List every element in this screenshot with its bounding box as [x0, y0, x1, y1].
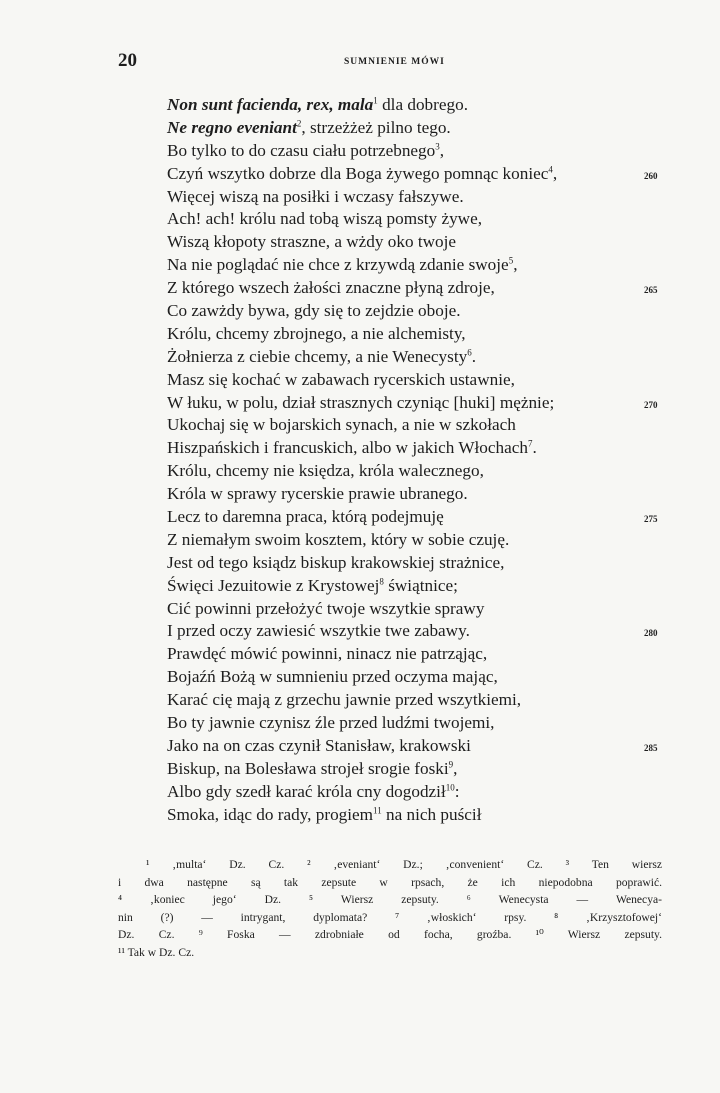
- verse-text: Żołnierza z ciebie chcemy, a nie Wenecysty: [167, 346, 468, 366]
- verse-line: [167, 460, 677, 483]
- verse-line: [167, 575, 677, 598]
- verse-text: Lecz to daremna praca, którą podejmuję: [167, 507, 444, 527]
- verse-text-tail: .: [532, 438, 537, 458]
- verse-line: [167, 300, 677, 323]
- verse-text: I przed oczy zawiesić wszytkie twe zabawy.: [167, 621, 470, 641]
- verse-line: [167, 735, 677, 758]
- verse-text: Jako na on czas czynił Stanisław, krakowski: [167, 735, 471, 755]
- verse-text: Bo tylko to do czasu ciału potrzebnego: [167, 140, 436, 160]
- verse-block: [167, 94, 677, 827]
- verse-text: , strzeżżeż pilno tego.: [301, 117, 451, 137]
- latin-phrase: Ne regno eveniant: [167, 117, 297, 137]
- verse-text: Z którego wszech żałości znaczne płyną zdroje,: [167, 278, 495, 298]
- verse-line: [167, 643, 677, 666]
- footnote-ref: 9: [448, 759, 454, 770]
- footnote-ref: 10: [445, 781, 455, 792]
- verse-text: Ach! ach! królu nad tobą wiszą pomsty żywe,: [167, 209, 483, 229]
- verse-text: Ukochaj się w bojarskich synach, a nie w szkołach: [167, 415, 516, 435]
- running-title: SUMNIENIE MÓWI: [344, 57, 445, 67]
- verse-text: Królu, chcemy zbrojnego, a nie alchemisty,: [167, 323, 466, 343]
- latin-phrase: Non sunt facienda, rex, mala: [167, 95, 374, 114]
- verse-line: [167, 254, 677, 277]
- line-number: 285: [644, 742, 658, 753]
- verse-text: Prawdęć mówić powinni, ninacz nie patrząjąc,: [167, 644, 488, 664]
- verse-line: [167, 369, 677, 392]
- verse-line: [167, 712, 677, 735]
- line-number: 275: [644, 514, 658, 525]
- verse-line: [167, 689, 677, 712]
- footnote-line: nin (?) — intrygant, dyplomata? ⁷ ‚włoskich‘ rpsy. ⁸ ‚Krzysztofowej‘: [118, 910, 662, 924]
- verse-text: Co zawżdy bywa, gdy się to zejdzie oboje.: [167, 301, 461, 321]
- verse-text: Smoka, idąc do rady, progiem: [167, 804, 374, 824]
- verse-line: [167, 437, 677, 460]
- verse-text: Hiszpańskich i francuskich, albo w jakich Włochach: [167, 438, 528, 458]
- verse-text-tail: .: [471, 346, 476, 366]
- verse-line: [167, 598, 677, 621]
- line-number: 280: [644, 628, 658, 639]
- footnote-line: ⁴ ‚koniec jego‘ Dz. ⁵ Wiersz zepsuty. ⁶ Wenecysta — Wenecya-: [118, 893, 662, 906]
- verse-text: Święci Jezuitowie z Krystowej: [167, 575, 380, 595]
- verse-line: [167, 804, 677, 827]
- verse-line: [167, 346, 677, 369]
- verse-text: Z niemałym swoim kosztem, który w sobie czuję.: [167, 529, 510, 549]
- verse-line: [167, 414, 677, 437]
- verse-text: dla dobrego.: [377, 95, 468, 114]
- page-number: 20: [118, 50, 137, 71]
- footnote-ref: 5: [508, 255, 514, 266]
- footnote-ref: 7: [527, 438, 533, 449]
- verse-text-tail: ,: [552, 163, 558, 183]
- verse-text: Masz się kochać w zabawach rycerskich ustawnie,: [167, 369, 515, 389]
- verse-text: Bojaźń Bożą w sumnieniu przed oczyma mając,: [167, 667, 498, 687]
- footnote-line: i dwa następne są tak zepsute w rpsach, że ich niepodobna poprawić.: [118, 875, 662, 889]
- verse-line: [167, 666, 677, 689]
- verse-line: [167, 758, 677, 781]
- verse-text: Królu, chcemy nie księdza, króla walecznego,: [167, 461, 484, 481]
- verse-line: [167, 231, 677, 254]
- footnote-ref: 8: [379, 575, 384, 586]
- verse-text: Więcej wiszą na posiłki i wczasy fałszywe.: [167, 186, 464, 206]
- verse-text: Bo ty jawnie czynisz źle przed ludźmi twojemi,: [167, 713, 495, 733]
- verse-line: [167, 140, 677, 163]
- verse-line: [167, 323, 677, 346]
- verse-line: [167, 117, 677, 140]
- verse-line: [167, 94, 677, 117]
- verse-text-tail: ,: [513, 255, 518, 275]
- verse-line: [167, 529, 677, 552]
- verse-line: [167, 163, 677, 186]
- verse-text: Na nie poglądać nie chce z krzywdą zdanie swoje: [167, 255, 509, 275]
- verse-line: [167, 620, 677, 643]
- verse-text: Jest od tego ksiądz biskup krakowskiej strażnice,: [167, 552, 505, 572]
- verse-text-tail: na nich puścił: [381, 804, 482, 824]
- footnote-line: ¹ ‚multa‘ Dz. Cz. ² ‚eveniant‘ Dz.; ‚convenient‘ Cz. ³ Ten wiersz: [146, 858, 662, 871]
- footnote-ref: 11: [373, 804, 382, 815]
- footnote-ref: 1: [373, 95, 378, 106]
- verse-text: Czyń wszytko dobrze dla Boga żywego pomnąc koniec: [167, 163, 549, 183]
- line-number: 260: [644, 170, 658, 181]
- verse-text: Cić powinni przełożyć twoje wszytkie sprawy: [167, 598, 485, 618]
- footnotes: [118, 856, 662, 961]
- line-number: 265: [644, 285, 658, 296]
- verse-line: [167, 277, 677, 300]
- footnote-line: Dz. Cz. ⁹ Foska — zdrobniałe od focha, groźba. ¹⁰ Wiersz zepsuty.: [118, 928, 662, 941]
- verse-line: [167, 186, 677, 209]
- footnote-line: ¹¹ Tak w Dz. Cz.: [118, 945, 195, 959]
- footnote-ref: 2: [296, 118, 302, 129]
- verse-line: [167, 506, 677, 529]
- verse-line: [167, 392, 677, 415]
- footnote-ref: 3: [435, 141, 440, 152]
- verse-text: W łuku, w polu, dział strasznych czyniąc [huki] mężnie;: [167, 392, 555, 412]
- footnote-ref: 4: [548, 163, 553, 174]
- verse-text: Wiszą kłopoty straszne, a wżdy oko twoje: [167, 232, 457, 252]
- verse-line: [167, 552, 677, 575]
- verse-text: Albo gdy szedł karać króla cny dogodził: [167, 781, 446, 801]
- verse-line: [167, 208, 677, 231]
- verse-text: Biskup, na Bolesława strojeł srogie foski: [167, 758, 449, 778]
- verse-line: [167, 781, 677, 804]
- verse-text-tail: :: [454, 781, 460, 801]
- verse-text-tail: świątnice;: [383, 575, 458, 595]
- verse-text-tail: ,: [439, 140, 445, 160]
- verse-text: Karać cię mają z grzechu jawnie przed wszytkiemi,: [167, 690, 522, 710]
- verse-text-tail: ,: [453, 758, 458, 778]
- footnote-ref: 6: [467, 347, 472, 358]
- verse-line: [167, 483, 677, 506]
- line-number: 270: [644, 399, 658, 410]
- verse-text: Króla w sprawy rycerskie prawie ubranego.: [167, 484, 468, 504]
